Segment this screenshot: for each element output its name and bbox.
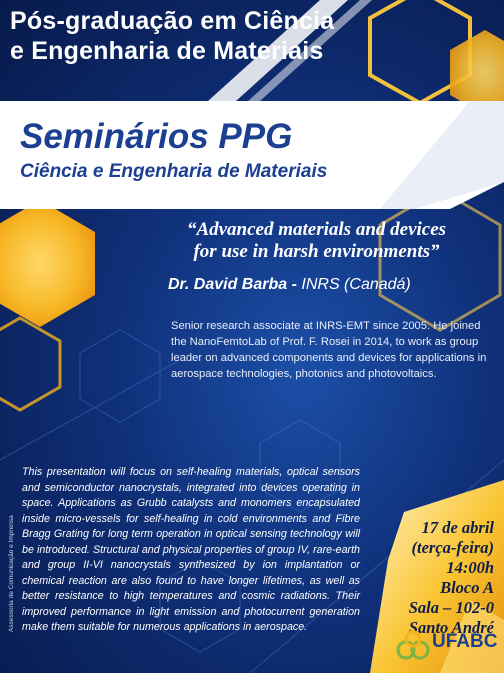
- seminar-series-title: Seminários PPG: [20, 117, 293, 156]
- event-room: Sala – 102-0: [408, 598, 494, 617]
- talk-title-line2: for use in harsh environments”: [193, 241, 440, 262]
- program-title: [10, 6, 380, 66]
- event-details: [409, 518, 494, 638]
- talk-abstract: This presentation will focus on self-healing materials, optical sensors and semiconductor nanocrystals, integrated into devices operating in space. Applications as Grubb catalysts and monomers encapsulated inside micro-vessels for self-healing in cold environments and Fibre Bragg Grating for long term operation in optical sensing technology will be introduced. Structural and physical properties of group IV, rare-earth and group II-VI nanocrystals synthesized by ion implantation or chemical reaction are also found to have longer lifetimes, as well as better resistance to high temperatures and cosmic radiations. Their improved performance in light emission and photocurrent generation make them suitable for numerous applications in aerospace.: [22, 466, 360, 633]
- event-time: 14:00h: [446, 558, 494, 577]
- event-weekday: (terça-feira): [411, 538, 494, 557]
- program-title-line2: e Engenharia de Materiais: [10, 37, 324, 65]
- program-title-line1: Pós-graduação em Ciência: [10, 7, 335, 35]
- event-date: 17 de abril: [421, 518, 494, 537]
- speaker-affiliation: INRS (Canadá): [296, 276, 411, 293]
- seminar-series-subtitle: Ciência e Engenharia de Materiais: [20, 161, 328, 182]
- event-block: Bloco A: [440, 578, 494, 597]
- speaker: [168, 276, 411, 294]
- talk-title: [134, 219, 499, 263]
- ufabc-logo-text: UFABC: [432, 631, 498, 652]
- speaker-name: Dr. David Barba -: [168, 276, 297, 293]
- talk-title-line1: “Advanced materials and devices: [186, 219, 447, 240]
- speaker-bio: Senior research associate at INRS-EMT since 2005. He joined the NanoFemtoLab of Prof. F. Rosei in 2014, to work as group leader on advanced components and devices for applications in aerospace technologies, photonics and photovoltaics.: [171, 320, 487, 380]
- event-city: Santo André: [408, 618, 494, 637]
- communication-credit: Assessoria de Comunicação e Imprensa: [8, 515, 15, 632]
